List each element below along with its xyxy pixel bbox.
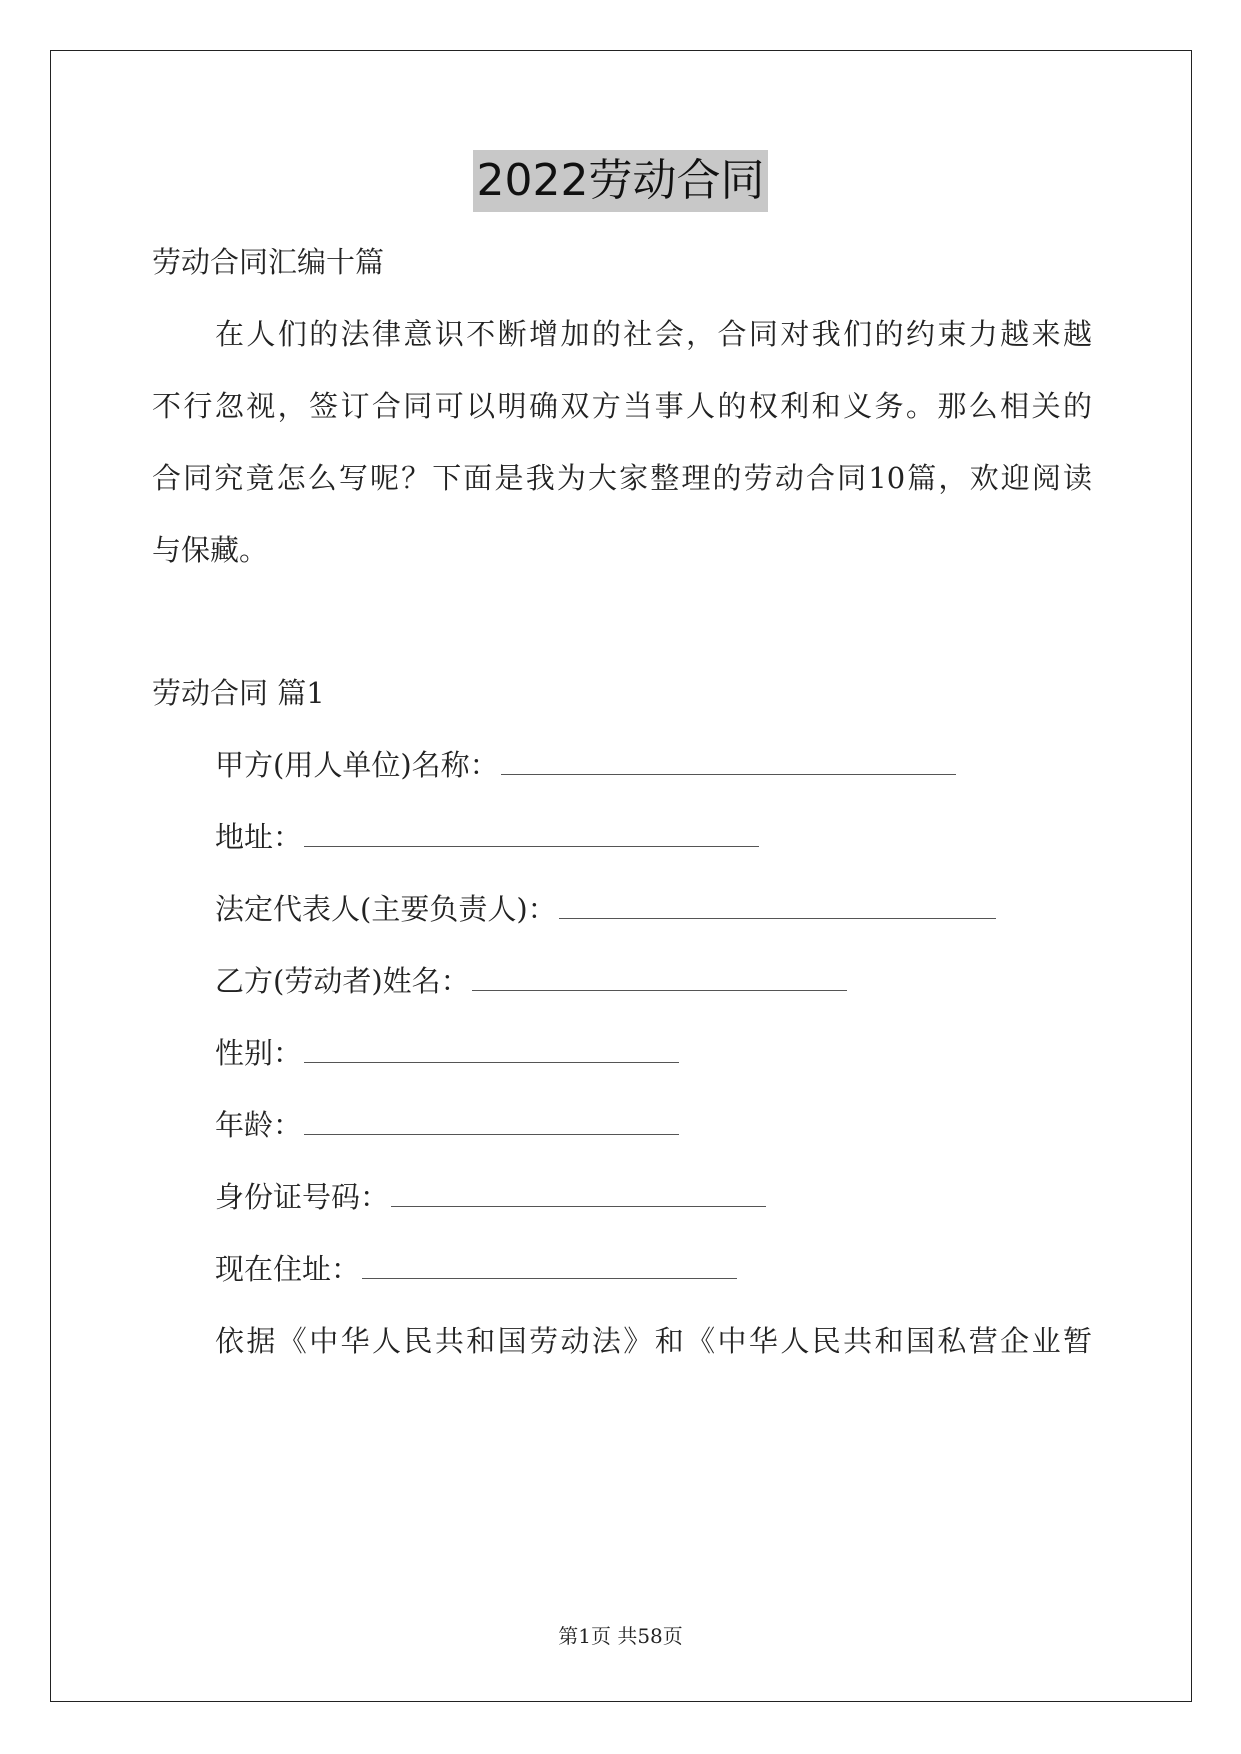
blank-line xyxy=(304,818,759,847)
field-label: 甲方(用人单位)名称： xyxy=(215,748,499,782)
field-label: 地址： xyxy=(215,820,303,854)
blank-line xyxy=(559,890,996,919)
field-label: 现在住址： xyxy=(215,1252,361,1286)
form-field-employer-name xyxy=(215,745,956,785)
blank-line xyxy=(362,1250,737,1279)
form-field-current-address xyxy=(215,1249,737,1289)
blank-line xyxy=(472,962,847,991)
form-field-address xyxy=(215,817,759,857)
intro-line-1: 在人们的法律意识不断增加的社会，合同对我们的约束力越来越 xyxy=(215,317,1092,351)
form-field-gender xyxy=(215,1033,679,1073)
field-label: 身份证号码： xyxy=(215,1180,390,1214)
blank-line xyxy=(501,746,956,775)
intro-line-3: 合同究竟怎么写呢？下面是我为大家整理的劳动合同10篇，欢迎阅读 xyxy=(152,461,1092,495)
document-title: 2022劳动合同 xyxy=(473,150,769,212)
document-subtitle: 劳动合同汇编十篇 xyxy=(152,245,385,279)
field-label: 年龄： xyxy=(215,1108,303,1142)
intro-line-4: 与保藏。 xyxy=(152,533,269,567)
blank-line xyxy=(391,1178,766,1207)
field-label: 性别： xyxy=(215,1036,303,1070)
blank-line xyxy=(304,1034,679,1063)
form-field-age xyxy=(215,1105,679,1145)
section-heading: 劳动合同 篇1 xyxy=(152,676,325,710)
blank-line xyxy=(304,1106,679,1135)
field-label: 乙方(劳动者)姓名： xyxy=(215,964,470,998)
intro-line-2: 不行忽视，签订合同可以明确双方当事人的权利和义务。那么相关的 xyxy=(152,389,1092,423)
form-field-employee-name xyxy=(215,961,847,1001)
page-footer: 第1页 共58页 xyxy=(558,1624,683,1648)
page-border xyxy=(50,50,1192,1702)
form-field-legal-rep xyxy=(215,889,996,929)
field-label: 法定代表人(主要负责人)： xyxy=(215,892,557,926)
closing-line: 依据《中华人民共和国劳动法》和《中华人民共和国私营企业暂 xyxy=(215,1324,1092,1358)
form-field-id-number xyxy=(215,1177,766,1217)
title-wrapper xyxy=(0,150,1241,212)
